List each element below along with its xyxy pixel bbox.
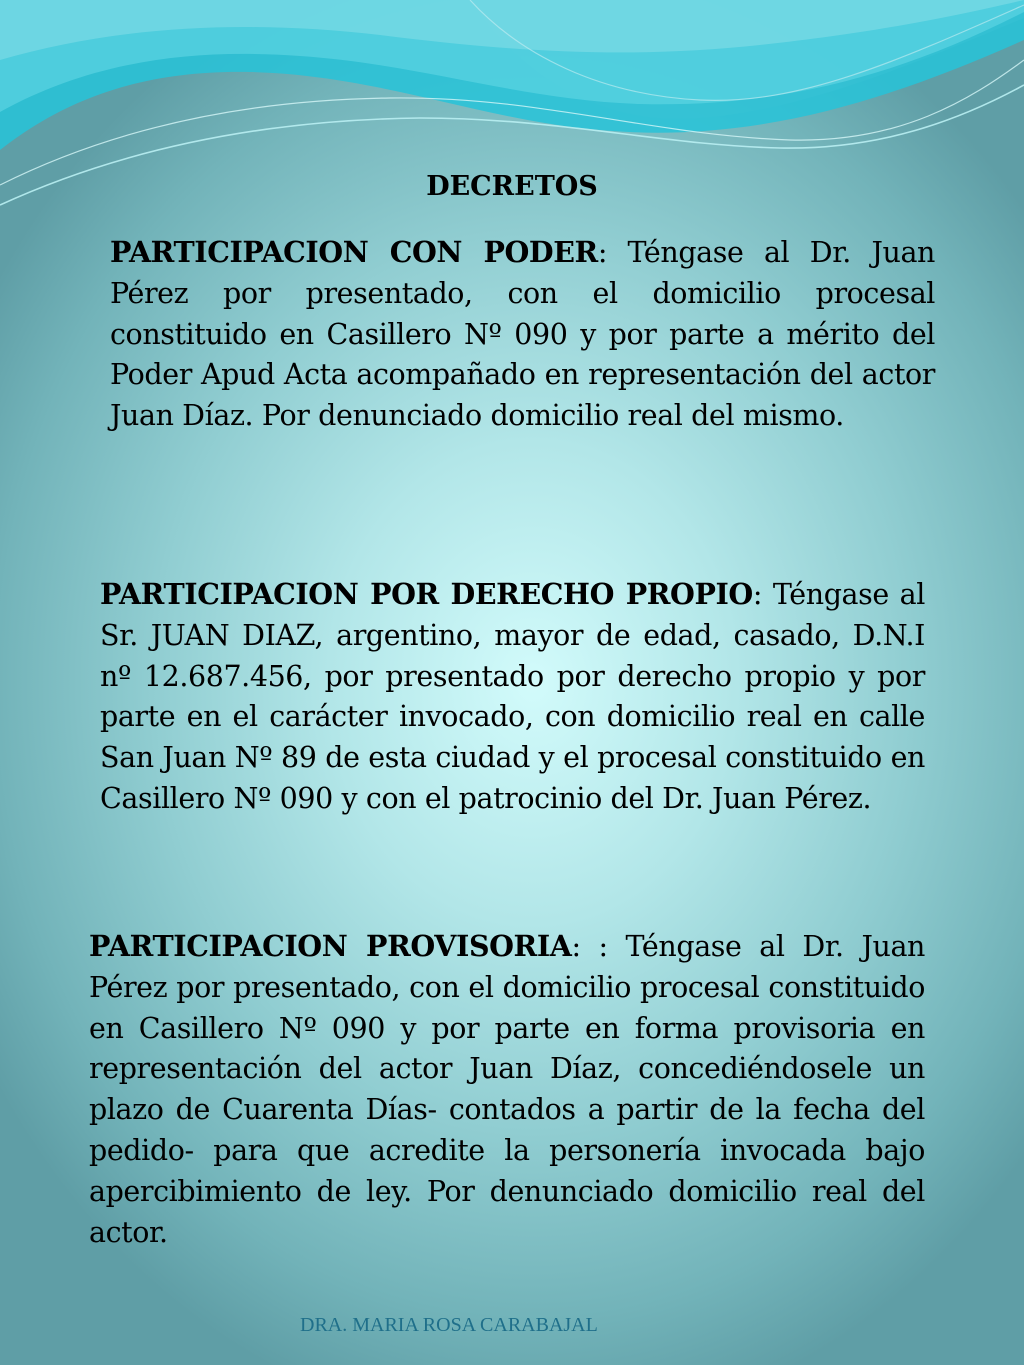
section-body: : Téngase al Dr. Juan Pérez por presentado, con el domicilio procesal constituido en Casillero Nº 090 y por parte a mérito del Poder Apud Acta acompañado en representación del actor Juan Díaz. Por denunciado domicilio real del mismo.	[110, 236, 935, 433]
section-heading: PARTICIPACION PROVISORIA	[89, 929, 572, 963]
section-body: : Téngase al Sr. JUAN DIAZ, argentino, mayor de edad, casado, D.N.I nº 12.687.456, por presentado por derecho propio y por parte en el carácter invocado, con domicilio real en calle San Juan Nº 89 de esta ciudad y el procesal constituido en Casillero Nº 090 y con el patrocinio del Dr. Juan Pérez.	[100, 578, 925, 815]
section-heading: PARTICIPACION CON PODER	[110, 235, 598, 269]
section-body: : : Téngase al Dr. Juan Pérez por presentado, con el domicilio procesal constituido en Casillero Nº 090 y por parte en forma provisoria en representación del actor Juan Díaz, concediéndosele un plazo de Cuarenta Días- contados a partir de la fecha del pedido- para que acredite la personería invocada bajo apercibimiento de ley. Por denunciado domicilio real del actor.	[89, 930, 925, 1249]
decree-participacion-con-poder	[110, 232, 935, 437]
decree-participacion-derecho-propio	[100, 574, 925, 820]
footer-author: DRA. MARIA ROSA CARABAJAL	[300, 1314, 598, 1336]
section-heading: PARTICIPACION POR DERECHO PROPIO	[100, 577, 753, 611]
page-title: DECRETOS	[426, 171, 598, 202]
decree-participacion-provisoria	[89, 926, 925, 1253]
